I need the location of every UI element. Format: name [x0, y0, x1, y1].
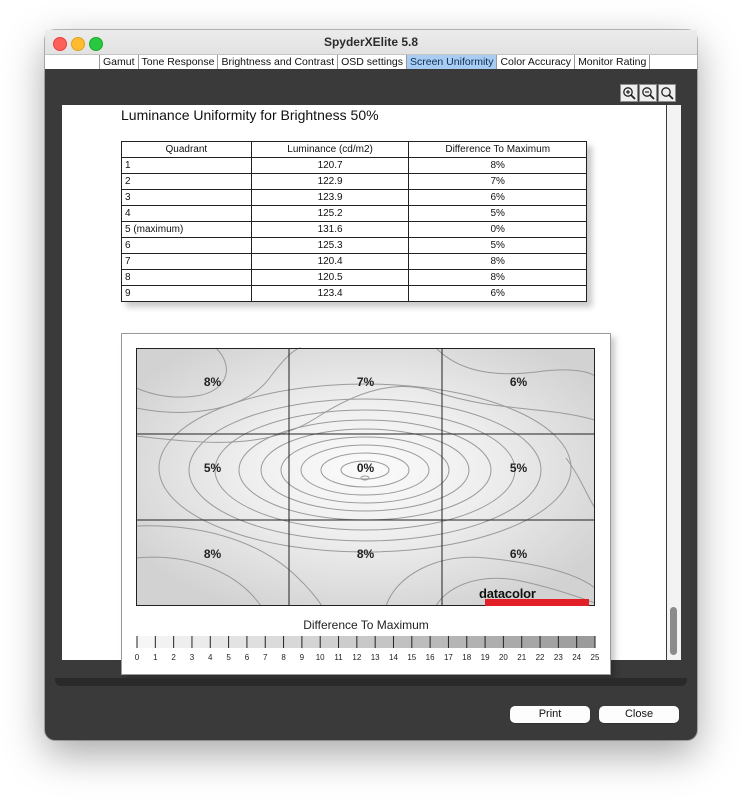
app-window — [45, 30, 697, 740]
table-row — [122, 206, 587, 222]
scale-tick-label: 7 — [263, 653, 268, 662]
table-cell: 120.4 — [251, 254, 409, 270]
scale-tick-label: 20 — [498, 653, 508, 662]
scale-tick-label: 6 — [244, 653, 250, 662]
quadrant-8-label: 8% — [356, 547, 375, 561]
table-cell: 2 — [122, 174, 252, 190]
scale-band — [430, 636, 448, 648]
scale-band — [174, 636, 192, 648]
table-cell: 8% — [409, 254, 587, 270]
brand-text: datacolor — [479, 586, 536, 601]
table-row — [122, 158, 587, 174]
scale-tick-label: 8 — [281, 653, 286, 662]
table-row — [122, 238, 587, 254]
table-cell: 7% — [409, 174, 587, 190]
scale-tick-label: 0 — [134, 653, 140, 662]
zoom-fit-button[interactable] — [658, 84, 676, 102]
scale-band — [540, 636, 558, 648]
close-button[interactable]: Close — [599, 706, 679, 723]
legend-title: Difference To Maximum — [303, 618, 429, 632]
scale-band — [375, 636, 393, 648]
table-cell: 5% — [409, 238, 587, 254]
scale-tick-label: 9 — [299, 653, 305, 662]
column-header: Difference To Maximum — [409, 142, 587, 158]
zoom-fit-icon — [660, 86, 674, 100]
table-body — [122, 158, 587, 302]
scale-tick-label: 5 — [226, 653, 231, 662]
tab-color-accuracy[interactable]: Color Accuracy — [497, 55, 575, 69]
table-cell: 6% — [409, 286, 587, 302]
scale-band — [558, 636, 576, 648]
scale-band — [155, 636, 173, 648]
table-cell: 5 (maximum) — [122, 222, 252, 238]
table-cell: 131.6 — [251, 222, 409, 238]
scale-band — [210, 636, 228, 648]
scale-tick-label: 2 — [171, 653, 176, 662]
scrollbar-thumb[interactable] — [670, 607, 677, 655]
table-cell: 5% — [409, 206, 587, 222]
content-footer-edge — [55, 678, 687, 686]
scale-band — [522, 636, 540, 648]
datacolor-logo — [479, 586, 589, 606]
report-title: Luminance Uniformity for Brightness 50% — [121, 107, 379, 123]
scale-band — [577, 636, 595, 648]
scale-tick-label: 21 — [517, 653, 527, 662]
tab-osd-settings[interactable]: OSD settings — [338, 55, 407, 69]
scale-band — [448, 636, 466, 648]
tab-monitor-rating[interactable]: Monitor Rating — [575, 55, 650, 69]
table-row — [122, 190, 587, 206]
tab-brightness-and-contrast[interactable]: Brightness and Contrast — [218, 55, 338, 69]
table-cell: 6 — [122, 238, 252, 254]
table-cell: 1 — [122, 158, 252, 174]
table-cell: 123.4 — [251, 286, 409, 302]
quadrant-3-label: 6% — [509, 375, 528, 389]
window-title: SpyderXElite 5.8 — [323, 35, 419, 49]
scale-band — [503, 636, 521, 648]
table-header-row — [122, 142, 587, 158]
scale-band — [412, 636, 430, 648]
scale-band — [302, 636, 320, 648]
table-cell: 125.2 — [251, 206, 409, 222]
table-cell: 8% — [409, 270, 587, 286]
table-cell: 6% — [409, 190, 587, 206]
quadrant-2-label: 7% — [356, 375, 375, 389]
zoom-out-icon — [641, 86, 655, 100]
table-cell: 9 — [122, 286, 252, 302]
zoom-in-button[interactable] — [620, 84, 638, 102]
zoom-toolbar — [620, 84, 676, 102]
tab-bar — [45, 55, 697, 69]
table-cell: 3 — [122, 190, 252, 206]
tab-screen-uniformity[interactable]: Screen Uniformity — [407, 55, 497, 69]
scale-band — [284, 636, 302, 648]
report-view[interactable] — [62, 105, 666, 660]
scale-band — [339, 636, 357, 648]
tab-gamut[interactable]: Gamut — [99, 55, 139, 69]
scale-tick-label: 23 — [553, 653, 563, 662]
table-cell: 8 — [122, 270, 252, 286]
scale-tick-label: 18 — [462, 653, 472, 662]
column-header: Luminance (cd/m2) — [251, 142, 409, 158]
tab-tone-response[interactable]: Tone Response — [139, 55, 219, 69]
quadrant-5-label: 0% — [356, 461, 375, 475]
scale-tick-label: 22 — [535, 653, 545, 662]
table-cell: 0% — [409, 222, 587, 238]
scale-band — [229, 636, 247, 648]
scale-tick-label: 10 — [315, 653, 325, 662]
scale-tick-label: 3 — [189, 653, 195, 662]
scale-band — [192, 636, 210, 648]
scale-tick-label: 16 — [425, 653, 435, 662]
quadrant-6-label: 5% — [509, 461, 528, 475]
zoom-in-icon — [622, 86, 636, 100]
table-cell: 123.9 — [251, 190, 409, 206]
scale-band — [485, 636, 503, 648]
scale-band — [265, 636, 283, 648]
scale-band — [357, 636, 375, 648]
scale-tick-label: 11 — [334, 653, 343, 662]
title-bar — [45, 30, 697, 55]
quadrant-1-label: 8% — [203, 375, 222, 389]
scale-tick-label: 15 — [407, 653, 417, 662]
table-row — [122, 270, 587, 286]
table-row — [122, 254, 587, 270]
zoom-out-button[interactable] — [639, 84, 657, 102]
scale-band — [137, 636, 155, 648]
tabs — [99, 55, 650, 69]
table-row — [122, 222, 587, 238]
quadrant-7-label: 8% — [203, 547, 222, 561]
scale-tick-label: 25 — [590, 653, 600, 662]
table-row — [122, 174, 587, 190]
scale-band — [320, 636, 338, 648]
scale-tick-label: 4 — [208, 653, 213, 662]
scale-tick-label: 14 — [389, 653, 398, 662]
table-row — [122, 286, 587, 302]
scale-band — [393, 636, 411, 648]
scale-band — [247, 636, 265, 648]
table-cell: 8% — [409, 158, 587, 174]
scale-tick-label: 12 — [352, 653, 362, 662]
luminance-table — [121, 141, 587, 302]
scale-band — [467, 636, 485, 648]
scale-tick-label: 17 — [443, 653, 453, 662]
uniformity-map-panel — [121, 333, 611, 675]
scale-tick-label: 19 — [480, 653, 490, 662]
table-cell: 122.9 — [251, 174, 409, 190]
table-cell: 4 — [122, 206, 252, 222]
table-cell: 7 — [122, 254, 252, 270]
column-header: Quadrant — [122, 142, 252, 158]
scale-tick-label: 13 — [370, 653, 380, 662]
table-cell: 120.7 — [251, 158, 409, 174]
difference-scale — [136, 634, 598, 664]
print-button[interactable]: Print — [510, 706, 590, 723]
table-cell: 120.5 — [251, 270, 409, 286]
scale-tick-label: 24 — [572, 653, 582, 662]
table-cell: 125.3 — [251, 238, 409, 254]
quadrant-9-label: 6% — [509, 547, 528, 561]
vertical-scrollbar[interactable] — [667, 105, 681, 660]
quadrant-4-label: 5% — [203, 461, 222, 475]
scale-tick-label: 1 — [153, 653, 158, 662]
